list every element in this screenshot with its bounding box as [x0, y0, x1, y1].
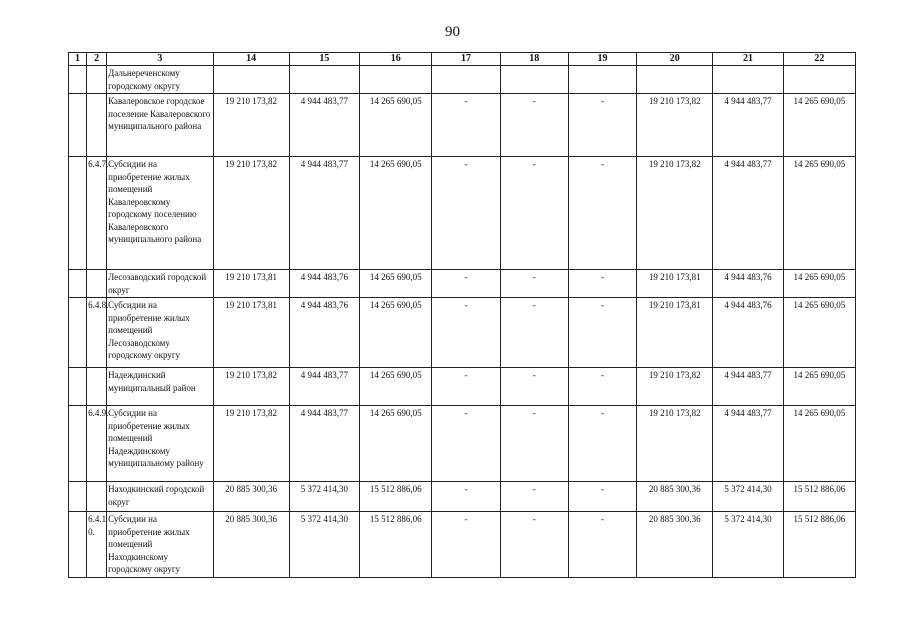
value-cell-col22: 15 512 886,06 — [783, 482, 855, 512]
value-cell-col14: 19 210 173,81 — [213, 298, 289, 368]
column-header-16: 16 — [360, 53, 432, 66]
row-name: Субсидии на приобретение жилых помещений Надеждинскому муниципальному району — [107, 406, 213, 482]
column-header-19: 19 — [568, 53, 636, 66]
value-cell-col20: 19 210 173,82 — [637, 406, 713, 482]
value-cell-col20: 19 210 173,81 — [637, 270, 713, 298]
cell-col1 — [69, 512, 87, 578]
table-row — [69, 94, 856, 157]
cell-col1 — [69, 368, 87, 406]
value-cell-col18: - — [500, 368, 568, 406]
value-cell-col20: 19 210 173,82 — [637, 94, 713, 157]
value-cell-col15: 5 372 414,30 — [289, 512, 359, 578]
value-cell-col18: - — [500, 406, 568, 482]
value-cell-col14: 20 885 300,36 — [213, 512, 289, 578]
row-code — [87, 94, 107, 157]
value-cell-col18: - — [500, 482, 568, 512]
cell-col1 — [69, 270, 87, 298]
value-cell-col19: - — [568, 482, 636, 512]
row-name: Субсидии на приобретение жилых помещений Находкинскому городскому округу — [107, 512, 213, 578]
value-cell-col15: 4 944 483,76 — [289, 270, 359, 298]
value-cell-col15: 4 944 483,77 — [289, 368, 359, 406]
value-cell-col19: - — [568, 298, 636, 368]
value-cell-col14 — [213, 66, 289, 94]
column-header-20: 20 — [637, 53, 713, 66]
value-cell-col19: - — [568, 94, 636, 157]
value-cell-col22 — [783, 66, 855, 94]
value-cell-col19: - — [568, 157, 636, 270]
row-code: 6.4.1 0. — [87, 512, 107, 578]
value-cell-col20: 19 210 173,81 — [637, 298, 713, 368]
value-cell-col14: 19 210 173,82 — [213, 94, 289, 157]
value-cell-col17: - — [432, 368, 500, 406]
row-name: Субсидии на приобретение жилых помещений Лесозаводскому городскому округу — [107, 298, 213, 368]
cell-col1 — [69, 66, 87, 94]
row-name: Надеждинский муниципальный район — [107, 368, 213, 406]
row-code — [87, 270, 107, 298]
table-row — [69, 368, 856, 406]
value-cell-col17: - — [432, 482, 500, 512]
table-row — [69, 66, 856, 94]
row-code: 6.4.8. — [87, 298, 107, 368]
value-cell-col17: - — [432, 270, 500, 298]
value-cell-col21: 5 372 414,30 — [713, 482, 783, 512]
row-name: Субсидии на приобретение жилых помещений Кавалеровскому городскому поселению Кавалеровского муниципального района — [107, 157, 213, 270]
value-cell-col17: - — [432, 512, 500, 578]
page-number: 90 — [445, 24, 460, 40]
value-cell-col21: 4 944 483,76 — [713, 270, 783, 298]
value-cell-col21: 5 372 414,30 — [713, 512, 783, 578]
value-cell-col14: 19 210 173,82 — [213, 157, 289, 270]
cell-col1 — [69, 157, 87, 270]
column-header-14: 14 — [213, 53, 289, 66]
value-cell-col16: 15 512 886,06 — [360, 512, 432, 578]
value-cell-col18: - — [500, 157, 568, 270]
value-cell-col16: 14 265 690,05 — [360, 298, 432, 368]
column-header-18: 18 — [500, 53, 568, 66]
value-cell-col20: 20 885 300,36 — [637, 512, 713, 578]
value-cell-col18: - — [500, 512, 568, 578]
value-cell-col16: 15 512 886,06 — [360, 482, 432, 512]
value-cell-col18: - — [500, 94, 568, 157]
value-cell-col15: 4 944 483,77 — [289, 157, 359, 270]
column-header-22: 22 — [783, 53, 855, 66]
row-code: 6.4.9. — [87, 406, 107, 482]
value-cell-col17: - — [432, 94, 500, 157]
value-cell-col22: 14 265 690,05 — [783, 157, 855, 270]
cell-col1 — [69, 406, 87, 482]
value-cell-col16: 14 265 690,05 — [360, 270, 432, 298]
value-cell-col15 — [289, 66, 359, 94]
header-row — [69, 53, 856, 66]
value-cell-col16: 14 265 690,05 — [360, 94, 432, 157]
value-cell-col20: 19 210 173,82 — [637, 368, 713, 406]
value-cell-col19: - — [568, 512, 636, 578]
value-cell-col17: - — [432, 406, 500, 482]
row-code: 6.4.7. — [87, 157, 107, 270]
value-cell-col19: - — [568, 368, 636, 406]
value-cell-col16: 14 265 690,05 — [360, 368, 432, 406]
row-code — [87, 482, 107, 512]
column-header-15: 15 — [289, 53, 359, 66]
cell-col1 — [69, 298, 87, 368]
value-cell-col21: 4 944 483,77 — [713, 94, 783, 157]
value-cell-col19: - — [568, 270, 636, 298]
table-row — [69, 298, 856, 368]
value-cell-col14: 20 885 300,36 — [213, 482, 289, 512]
value-cell-col15: 4 944 483,77 — [289, 94, 359, 157]
value-cell-col19 — [568, 66, 636, 94]
row-name: Кавалеровское городское поселение Кавалеровского муниципального района — [107, 94, 213, 157]
row-name: Дальнереченскому городскому округу — [107, 66, 213, 94]
table-row — [69, 406, 856, 482]
value-cell-col22: 14 265 690,05 — [783, 270, 855, 298]
value-cell-col18: - — [500, 270, 568, 298]
value-cell-col21 — [713, 66, 783, 94]
value-cell-col22: 14 265 690,05 — [783, 94, 855, 157]
value-cell-col15: 4 944 483,76 — [289, 298, 359, 368]
column-header-1: 1 — [69, 53, 87, 66]
value-cell-col19: - — [568, 406, 636, 482]
row-code — [87, 368, 107, 406]
value-cell-col21: 4 944 483,77 — [713, 157, 783, 270]
table-row — [69, 482, 856, 512]
table-row — [69, 157, 856, 270]
value-cell-col14: 19 210 173,82 — [213, 368, 289, 406]
column-header-21: 21 — [713, 53, 783, 66]
row-code — [87, 66, 107, 94]
row-name: Лесозаводский городской округ — [107, 270, 213, 298]
value-cell-col20: 20 885 300,36 — [637, 482, 713, 512]
value-cell-col21: 4 944 483,77 — [713, 368, 783, 406]
value-cell-col21: 4 944 483,77 — [713, 406, 783, 482]
column-header-2: 2 — [87, 53, 107, 66]
column-header-17: 17 — [432, 53, 500, 66]
value-cell-col20 — [637, 66, 713, 94]
value-cell-col20: 19 210 173,82 — [637, 157, 713, 270]
value-cell-col16: 14 265 690,05 — [360, 157, 432, 270]
cell-col1 — [69, 94, 87, 157]
value-cell-col21: 4 944 483,76 — [713, 298, 783, 368]
value-cell-col22: 14 265 690,05 — [783, 368, 855, 406]
value-cell-col16: 14 265 690,05 — [360, 406, 432, 482]
table-row — [69, 512, 856, 578]
value-cell-col22: 14 265 690,05 — [783, 406, 855, 482]
value-cell-col18 — [500, 66, 568, 94]
value-cell-col17: - — [432, 298, 500, 368]
value-cell-col17 — [432, 66, 500, 94]
value-cell-col18: - — [500, 298, 568, 368]
value-cell-col22: 15 512 886,06 — [783, 512, 855, 578]
value-cell-col17: - — [432, 157, 500, 270]
value-cell-col15: 4 944 483,77 — [289, 406, 359, 482]
value-cell-col16 — [360, 66, 432, 94]
column-header-3: 3 — [107, 53, 213, 66]
budget-table — [68, 52, 856, 578]
value-cell-col15: 5 372 414,30 — [289, 482, 359, 512]
value-cell-col22: 14 265 690,05 — [783, 298, 855, 368]
table-row — [69, 270, 856, 298]
row-name: Находкинский городской округ — [107, 482, 213, 512]
cell-col1 — [69, 482, 87, 512]
value-cell-col14: 19 210 173,82 — [213, 406, 289, 482]
value-cell-col14: 19 210 173,81 — [213, 270, 289, 298]
table-body — [69, 66, 856, 578]
